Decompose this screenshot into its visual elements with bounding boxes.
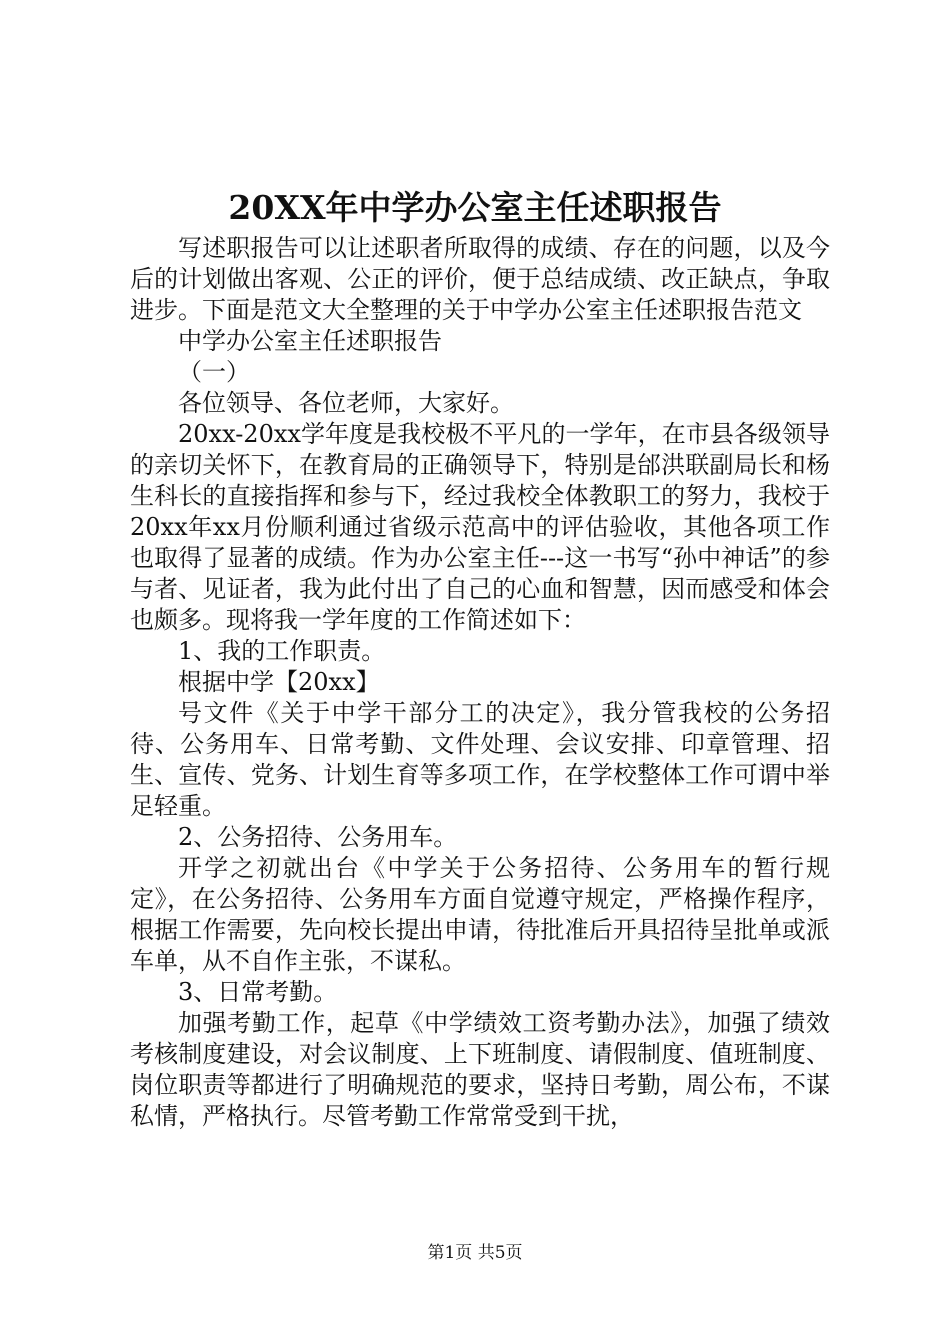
- paragraph-greeting: 各位领导、各位老师，大家好。: [178, 389, 514, 417]
- paragraph-reception: 开学之初就出台《中学关于公务招待、公务用车的暂行规定》，在公务招待、公务用车方面自觉遵守规定，严格操作程序，根据工作需要，先向校长提出申请，待批准后开具招待呈批单或派车单，从不自作主张，不谋私。: [130, 854, 830, 975]
- document-body: [130, 233, 830, 1132]
- paragraph-item-2-heading: 2、公务招待、公务用车。: [178, 823, 458, 851]
- paragraph-overview: 20xx-20xx学年度是我校极不平凡的一学年，在市县各级领导的亲切关怀下，在教育局的正确领导下，特别是邰洪联副局长和杨生科长的直接指挥和参与下，经过我校全体教职工的努力，我校于20xx年xx月份顺利通过省级示范高中的评估验收，其他各项工作也取得了显著的成绩。作为办公室主任---这一书写“孙中神话”的参与者、见证者，我为此付出了自己的心血和智慧，因而感受和体会也颇多。现将我一学年度的工作简述如下：: [130, 420, 830, 634]
- paragraph-intro: 写述职报告可以让述职者所取得的成绩、存在的问题，以及今后的计划做出客观、公正的评价，便于总结成绩、改正缺点，争取进步。下面是范文大全整理的关于中学办公室主任述职报告范文: [130, 234, 830, 324]
- paragraph-duties: 号文件《关于中学干部分工的决定》，我分管我校的公务招待、公务用车、日常考勤、文件处理、会议安排、印章管理、招生、宣传、党务、计划生育等多项工作，在学校整体工作可谓中举足轻重。: [130, 699, 830, 820]
- paragraph-heading: 中学办公室主任述职报告: [178, 327, 442, 355]
- document-title: 20XX年中学办公室主任述职报告: [228, 188, 722, 227]
- paragraph-item-3-heading: 3、日常考勤。: [178, 978, 338, 1006]
- paragraph-attendance: 加强考勤工作，起草《中学绩效工资考勤办法》，加强了绩效考核制度建设，对会议制度、上下班制度、请假制度、值班制度、岗位职责等都进行了明确规范的要求，坚持日考勤，周公布，不谋私情，严格执行。尽管考勤工作常常受到干扰，: [130, 1009, 830, 1130]
- page-footer: 第1页 共5页: [427, 1243, 523, 1263]
- paragraph-section-number: （一）: [178, 358, 250, 386]
- paragraph-item-1-heading: 1、我的工作职责。: [178, 637, 386, 665]
- paragraph-basis: 根据中学【20xx】: [178, 668, 380, 696]
